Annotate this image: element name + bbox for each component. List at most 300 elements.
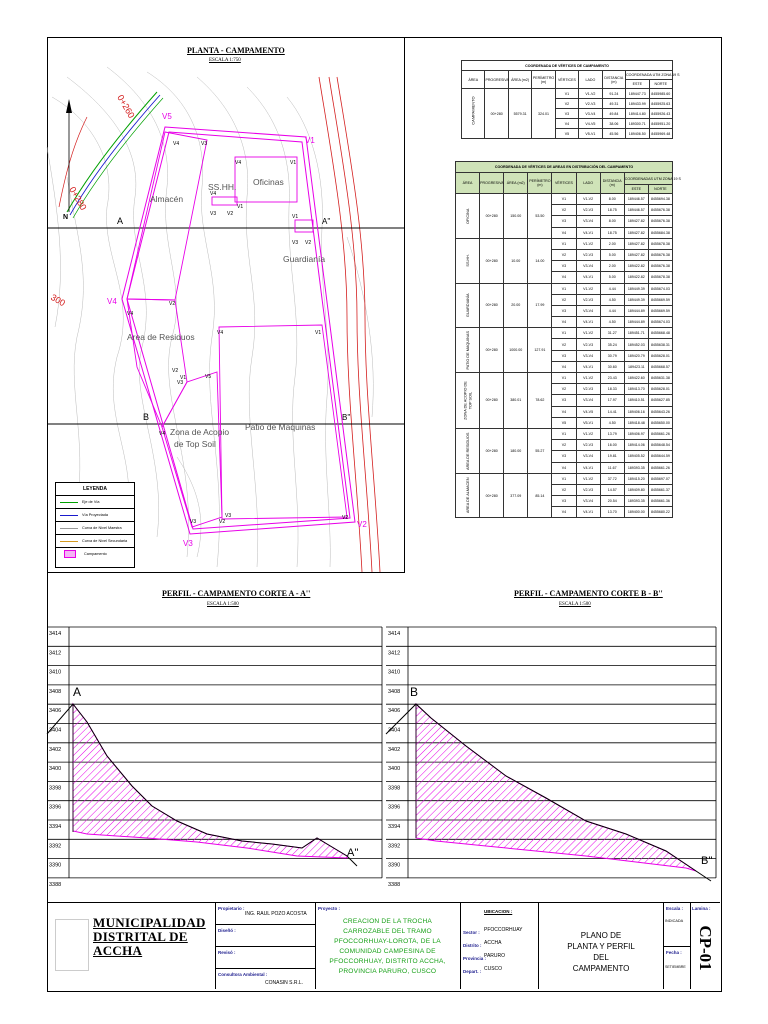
dist-cell: 8455661.36 — [648, 496, 672, 507]
fecha-label: Fecha : — [666, 950, 682, 955]
dist-table-row — [456, 238, 673, 249]
legend-item-3: Curva de Nivel Maestra — [82, 526, 122, 530]
dist-cell: 13.70 — [600, 507, 624, 518]
dist-cell: V5 — [552, 417, 576, 428]
tick-label: 3396 — [388, 804, 401, 811]
dist-cell: 189414.06 — [624, 440, 648, 451]
dist-cell: 8455678.38 — [648, 272, 672, 283]
tb-plan-box — [538, 903, 664, 989]
vt-m2: 5579.31 — [508, 89, 531, 139]
sshh-label: SS.HH. — [208, 182, 237, 192]
dist-cell: 8.00 — [600, 216, 624, 227]
dist-cell: V3 — [552, 305, 576, 316]
dist-cell: 2.00 — [600, 261, 624, 272]
tb-people-box — [215, 903, 316, 989]
vt-cell: V5-V1 — [579, 129, 602, 139]
vt-cell: V4-V5 — [579, 119, 602, 129]
legend-item-4: Curva de Nivel Secundaria — [82, 539, 128, 543]
dist-cell: 8455669.59 — [648, 305, 672, 316]
dist-cell: 30.60 — [600, 361, 624, 372]
dist-cell: V2 — [552, 294, 576, 305]
legend-item-5: Campamento — [84, 552, 107, 556]
vertex-v3-label: V3 — [183, 539, 193, 548]
dist-table-title: COORDENADA DE VÉRTICES DE AREAS EN DISTRIBUCIÓN DEL CAMPAMENTO — [456, 162, 673, 173]
dist-cell: 189418.48 — [624, 417, 648, 428]
dist-cell: V1 — [552, 428, 576, 439]
dist-area-name: PATIO DE MAQUINAS — [456, 328, 480, 373]
dist-per: 85.14 — [528, 473, 552, 518]
section-b-label: B — [143, 412, 150, 422]
tick-label: 3390 — [49, 862, 62, 869]
lamina-label: Lamina : — [692, 906, 711, 911]
dist-cell: 8455697.07 — [648, 473, 672, 484]
vertex-table-title: COORDENADA DE VÉRTICES DE CAMPAMENTO — [462, 61, 673, 71]
tick-label: 3410 — [49, 669, 62, 676]
guardiania-label: Guardianía — [283, 254, 326, 264]
vt-cell: V5 — [555, 129, 578, 139]
tick-label: 3414 — [388, 631, 401, 637]
vt-cell: 8455926.43 — [649, 109, 673, 119]
dist-cell: 189444.89 — [624, 317, 648, 328]
fecha-value: SETIEMBRE — [665, 965, 686, 969]
dist-cell: 8455669.59 — [648, 294, 672, 305]
tick-label: 3398 — [49, 785, 62, 792]
vertex-table — [461, 60, 680, 139]
dist-prog: 00+280 — [480, 328, 504, 373]
dist-cell: 189449.39 — [624, 283, 648, 294]
legend-item-2: Vía Proyectada — [82, 513, 108, 517]
dist-cell: 189406.16 — [624, 406, 648, 417]
dist-cell: 189422.60 — [624, 373, 648, 384]
tick-label: 3400 — [49, 766, 62, 773]
provincia-label: Provincia : — [463, 956, 487, 961]
dist-m2: 1000.00 — [504, 328, 528, 373]
dist-cell: V4 — [552, 227, 576, 238]
v3-tag-4: V3 — [177, 380, 184, 386]
dist-area-name: GUARDIANÍA — [456, 283, 480, 328]
dist-cell: V4-V1 — [576, 462, 600, 473]
logo-placeholder — [55, 919, 89, 971]
tick-label: 3408 — [49, 688, 62, 695]
dist-cell: 8455628.01 — [648, 350, 672, 361]
dist-cell: 189423.11 — [624, 361, 648, 372]
dist-prog: 00+280 — [480, 238, 504, 283]
profile-b-scale: ESCALA 1:500 — [559, 602, 591, 607]
tick-label: 3408 — [388, 688, 401, 695]
dist-cell: V2 — [552, 249, 576, 260]
provincia-value: PARURO — [484, 953, 506, 959]
dist-cell: 189427.82 — [624, 227, 648, 238]
tick-label: 3402 — [388, 746, 401, 753]
dist-per: 53.50 — [528, 194, 552, 239]
dist-cell: 35.24 — [600, 339, 624, 350]
dist-cell: 189444.89 — [624, 305, 648, 316]
vt-h-norte: NORTE — [649, 80, 673, 89]
profile-b-section — [386, 572, 720, 892]
dist-cell: 8455648.54 — [648, 440, 672, 451]
vt-cell: 8455985.60 — [649, 89, 673, 99]
dist-cell: 8455674.03 — [648, 317, 672, 328]
v4-tag-3: V4 — [210, 191, 217, 197]
tb-lamina-box — [690, 903, 720, 989]
acopio-label-2: de Top Soil — [174, 439, 216, 449]
dist-cell: V2-V3 — [576, 339, 600, 350]
distrito-value: ACCHA — [484, 940, 502, 946]
v2-tag-2: V2 — [305, 240, 312, 246]
vt-cell: 189433.99 — [626, 99, 649, 109]
revisado-label: Revisó : — [218, 950, 236, 955]
consultor-value: CONASIN S.R.L. — [265, 980, 304, 986]
tb-org-box — [47, 903, 216, 989]
dist-cell: V1 — [552, 194, 576, 205]
vt-cell: V3 — [555, 109, 578, 119]
dist-cell: 13.79 — [600, 428, 624, 439]
dist-m2: 377.09 — [504, 473, 528, 518]
v4-tag: V4 — [173, 141, 180, 147]
tick-label: 3406 — [388, 708, 401, 715]
dist-per: 17.99 — [528, 283, 552, 328]
dist-cell: 8455631.38 — [648, 373, 672, 384]
dist-table-row — [456, 328, 673, 339]
tb-project-box — [315, 903, 461, 989]
vt-h-dist: DISTANCIA (m) — [602, 71, 625, 89]
dist-cell: V3 — [552, 395, 576, 406]
dist-cell: 8455627.85 — [648, 395, 672, 406]
svg-text:N: N — [63, 214, 69, 221]
tick-label: 3410 — [388, 669, 401, 676]
title-block — [47, 902, 720, 989]
vt-cell: 189406.50 — [626, 129, 649, 139]
tb-meta-box — [663, 903, 691, 989]
v4-tag-6: V4 — [159, 431, 166, 437]
tick-label: 3398 — [388, 785, 401, 792]
proyecto-label: Proyecto : — [318, 906, 341, 911]
plan-scale: ESCALA 1:750 — [209, 58, 241, 63]
legend-swatch-camp — [64, 550, 76, 558]
vt-cell: 49.31 — [602, 99, 625, 109]
dist-prog: 00+280 — [480, 283, 504, 328]
dist-cell: 11.67 — [600, 462, 624, 473]
dist-cell: V3 — [552, 496, 576, 507]
legend-swatch-secondary — [60, 541, 78, 542]
dist-cell: 189405.52 — [624, 451, 648, 462]
plano-title: PLANO DE PLANTA Y PERFIL DEL CAMPAMENTO — [567, 931, 635, 973]
dist-cell: 8455684.38 — [648, 227, 672, 238]
section-a-prime-label: A'' — [322, 217, 331, 226]
dist-prog: 00+280 — [480, 428, 504, 473]
dist-cell: V1-V2 — [576, 373, 600, 384]
dist-cell: V2-V3 — [576, 384, 600, 395]
dist-cell: 189422.82 — [624, 261, 648, 272]
dist-cell: V3-V4 — [576, 305, 600, 316]
vt-cell: 8455925.63 — [649, 99, 673, 109]
legend-swatch-master — [60, 528, 78, 529]
vt-cell: 8455951.20 — [649, 119, 673, 129]
dist-prog: 00+280 — [480, 373, 504, 429]
vt-h-prog: PROGRESIVA — [485, 71, 508, 89]
dist-cell: 189452.03 — [624, 339, 648, 350]
dist-cell: 16.00 — [600, 440, 624, 451]
profile-a-end-label: A'' — [347, 847, 359, 859]
dist-cell: 4.50 — [600, 417, 624, 428]
depto-value: CUSCO — [484, 966, 503, 972]
propietario-label: Propietario : — [218, 906, 245, 911]
sector-value: PFOCCORHUAY — [484, 927, 523, 933]
dist-cell: 8455661.26 — [648, 462, 672, 473]
vt-cell: 189447.73 — [626, 89, 649, 99]
distribution-coordinates-table — [455, 161, 681, 518]
dist-cell: V4-V1 — [576, 361, 600, 372]
tick-label: 3390 — [388, 862, 401, 869]
vt-per: 324.01 — [532, 89, 555, 139]
dist-cell: 5.00 — [600, 272, 624, 283]
dist-cell: 189427.82 — [624, 216, 648, 227]
vertex-v1-label: V1 — [305, 136, 315, 145]
profile-a-section — [47, 572, 386, 892]
profile-a-start-label: A — [73, 685, 82, 699]
dist-cell: V3-V4 — [576, 350, 600, 361]
legend-swatch-axis — [60, 502, 78, 503]
dist-cell: V1-V2 — [576, 283, 600, 294]
v3-tag-1: V3 — [201, 141, 208, 147]
dist-cell: 18.33 — [600, 384, 624, 395]
tick-label: 3394 — [49, 824, 62, 830]
dist-cell: 189420.79 — [624, 350, 648, 361]
tick-label: 3414 — [49, 631, 62, 637]
v2-tag-1: V2 — [227, 211, 234, 217]
dist-cell: V2-V3 — [576, 249, 600, 260]
dist-cell: 8455694.38 — [648, 194, 672, 205]
v5-tag: V5 — [205, 374, 212, 380]
dist-cell: V4 — [552, 462, 576, 473]
dist-cell: 8455643.26 — [648, 406, 672, 417]
km-label-3: 300 — [49, 292, 68, 309]
v1-tag-1: V1 — [290, 160, 297, 166]
legend-item-1: Eje de Vía — [82, 500, 100, 504]
vertex-v4-label: V4 — [107, 297, 117, 306]
proyecto-text: CREACION DE LA TROCHA CARROZABLE DEL TRAMO PFOCCORHUAY-LOROTA, DE LA COMUNIDAD CAMPESINA DE PFOCCORHUAY, DISTRITO ACCHA, PROVINCIA PARURO, CUSCO — [329, 918, 446, 975]
dist-m2: 380.01 — [504, 373, 528, 429]
dist-cell: V4 — [552, 507, 576, 518]
dist-cell: 18.75 — [600, 227, 624, 238]
dt-h-m2: ÁREA (m2) — [504, 173, 528, 194]
profile-b-start-label: B — [410, 685, 419, 699]
depto-label: Depart. : — [463, 969, 482, 974]
vt-h-utm: COORDENADA UTM ZONA 19 S — [626, 71, 673, 80]
dist-area-name: SS.HH. — [456, 238, 480, 283]
profile-b-title: PERFIL - CAMPAMENTO CORTE B - B'' — [514, 589, 663, 598]
dist-cell: 189415.20 — [624, 473, 648, 484]
dist-cell: 5.00 — [600, 249, 624, 260]
propietario-value: ING. RAUL POZO ACOSTA — [245, 911, 307, 917]
tick-label: 3412 — [388, 650, 401, 657]
tick-label: 3402 — [49, 746, 62, 753]
dist-cell: 189446.57 — [624, 205, 648, 216]
dist-cell: V4 — [552, 361, 576, 372]
dist-cell: V3-V4 — [576, 451, 600, 462]
dist-table-row — [456, 194, 673, 205]
profile-b-end-label: B'' — [701, 855, 713, 867]
dist-cell: 8.00 — [600, 194, 624, 205]
north-arrow-icon — [63, 99, 72, 221]
vt-h-area: ÁREA — [462, 71, 485, 89]
plan-title: PLANTA - CAMPAMENTO — [187, 46, 285, 55]
plan-view — [47, 37, 405, 573]
dist-cell: V4-V1 — [576, 317, 600, 328]
dist-cell: 189413.70 — [624, 384, 648, 395]
dt-h-este: ESTE — [624, 185, 648, 194]
dist-cell: V4 — [552, 317, 576, 328]
residuos-area — [127, 299, 187, 427]
tick-label: 3388 — [388, 881, 401, 888]
tick-label: 3392 — [49, 843, 62, 850]
ubicacion-label: UBICACION : — [484, 909, 513, 914]
v4-tag-4: V4 — [127, 311, 134, 317]
vt-cell: 91.24 — [602, 89, 625, 99]
v1-tag-2: V1 — [237, 204, 244, 210]
dist-cell: 189422.82 — [624, 272, 648, 283]
dist-area-name: ZONA DE ACOPIO DE TOP SOIL — [456, 373, 480, 429]
vt-cell: V2-V3 — [579, 99, 602, 109]
dist-cell: V1-V2 — [576, 194, 600, 205]
dist-cell: V3 — [552, 350, 576, 361]
dist-cell: V2 — [552, 205, 576, 216]
dt-h-norte: NORTE — [648, 185, 672, 194]
dist-cell: V3 — [552, 451, 576, 462]
dist-cell: V1-V2 — [576, 328, 600, 339]
dist-cell: 4.50 — [600, 294, 624, 305]
dist-cell: V3-V4 — [576, 395, 600, 406]
dist-cell: 19.81 — [600, 451, 624, 462]
dist-cell: 189393.35 — [624, 462, 648, 473]
dist-cell: 189410.51 — [624, 395, 648, 406]
dist-cell: V1 — [552, 328, 576, 339]
dist-area-name: AREA DE ALMACEN — [456, 473, 480, 518]
vt-cell: 189414.80 — [626, 109, 649, 119]
dist-cell: V2-V3 — [576, 294, 600, 305]
v1-tag-4: V1 — [315, 330, 322, 336]
dist-cell: V3-V4 — [576, 496, 600, 507]
dist-table-row — [456, 428, 673, 439]
dist-cell: 8455638.31 — [648, 339, 672, 350]
dist-cell: 8455661.37 — [648, 484, 672, 495]
dist-table-row — [456, 283, 673, 294]
vt-cell: 49.84 — [602, 109, 625, 119]
dt-h-per: PERÍMETRO (m) — [528, 173, 552, 194]
dist-area-name: OFICINA — [456, 194, 480, 239]
profile-b-drawing — [386, 626, 720, 892]
dist-cell: V1-V2 — [576, 428, 600, 439]
dist-cell: 20.54 — [600, 496, 624, 507]
v3-tag-6: V3 — [225, 513, 232, 519]
dist-cell: 23.43 — [600, 373, 624, 384]
dist-cell: V3 — [552, 216, 576, 227]
dist-m2: 20.00 — [504, 283, 528, 328]
vt-cell: V4 — [555, 119, 578, 129]
dist-cell: 8455676.38 — [648, 216, 672, 227]
dist-cell: 8455668.57 — [648, 361, 672, 372]
dist-table-row — [456, 473, 673, 484]
dist-per: 127.91 — [528, 328, 552, 373]
legend — [55, 482, 135, 568]
dist-cell: V2 — [552, 484, 576, 495]
dist-cell: 8455650.00 — [648, 417, 672, 428]
dist-cell: V1 — [552, 238, 576, 249]
v2-tag-4: V2 — [219, 519, 226, 525]
dist-cell: 8455680.22 — [648, 507, 672, 518]
dist-cell: 4.50 — [600, 317, 624, 328]
km-label-1: 0+260 — [115, 93, 137, 120]
v3-tag-3: V3 — [292, 240, 299, 246]
dist-cell: 189409.80 — [624, 484, 648, 495]
dist-cell: V3-V4 — [576, 261, 600, 272]
v2-tag-6: V2 — [172, 368, 179, 374]
dist-cell: V4-V1 — [576, 227, 600, 238]
vt-cell: 45.56 — [602, 129, 625, 139]
km-label-2: 0+280 — [67, 185, 89, 212]
dist-cell: 189451.71 — [624, 328, 648, 339]
vertex-coordinates-table — [461, 60, 680, 139]
dist-cell: 8455668.48 — [648, 328, 672, 339]
distribution-table — [455, 161, 681, 518]
dt-h-lado: LADO — [576, 173, 600, 194]
patio-label: Patio de Maquinas — [245, 422, 316, 432]
tick-label: 3388 — [49, 881, 62, 888]
oficinas-label: Oficinas — [253, 177, 284, 187]
interior-areas — [127, 132, 347, 527]
escala-label: Escala : — [666, 906, 684, 911]
v1-tag-5: V1 — [180, 375, 187, 381]
dist-cell: 2.00 — [600, 238, 624, 249]
dist-cell: V2 — [552, 440, 576, 451]
residuos-label: Area de Residuos — [127, 332, 195, 342]
vt-area: CAMPAMENTO — [462, 89, 485, 139]
dist-cell: V1 — [552, 373, 576, 384]
almacen-label: Almacén — [150, 194, 184, 204]
dist-cell: V2 — [552, 339, 576, 350]
almacen-area — [127, 132, 207, 300]
dist-cell: 189449.39 — [624, 294, 648, 305]
vt-cell: V3-V4 — [579, 109, 602, 119]
dist-cell: 8455678.38 — [648, 238, 672, 249]
tb-location-box — [460, 903, 539, 989]
dist-cell: 189427.82 — [624, 238, 648, 249]
vt-h-lado: LADO — [579, 71, 602, 89]
v3-tag-5: V3 — [190, 519, 197, 525]
vt-h-este: ESTE — [626, 80, 649, 89]
dt-h-dist: DISTANCIA (m) — [600, 173, 624, 194]
dist-cell: V2-V3 — [576, 205, 600, 216]
vt-cell: V1-V2 — [579, 89, 602, 99]
vertex-v2-label: V2 — [357, 520, 367, 529]
dist-cell: V1-V2 — [576, 473, 600, 484]
dist-m2: 180.00 — [504, 428, 528, 473]
vt-cell: V2 — [555, 99, 578, 109]
dist-table-row — [456, 373, 673, 384]
dist-cell: V4 — [552, 272, 576, 283]
vt-h-m2: ÁREA (m2) — [508, 71, 531, 89]
dist-cell: 14.41 — [600, 406, 624, 417]
dist-cell: V3-V4 — [576, 216, 600, 227]
dt-h-utm: COORDENADAS UTM ZONA 19 S — [624, 173, 672, 185]
dist-cell: 8455661.26 — [648, 428, 672, 439]
acopio-label-1: Zona de Acopio — [170, 427, 230, 437]
dt-h-vert: VÉRTICES — [552, 173, 576, 194]
dist-cell: 31.27 — [600, 328, 624, 339]
dist-cell: 8455676.38 — [648, 205, 672, 216]
dist-cell: 4.44 — [600, 283, 624, 294]
profile-a-title: PERFIL - CAMPAMENTO CORTE A - A'' — [162, 589, 311, 598]
